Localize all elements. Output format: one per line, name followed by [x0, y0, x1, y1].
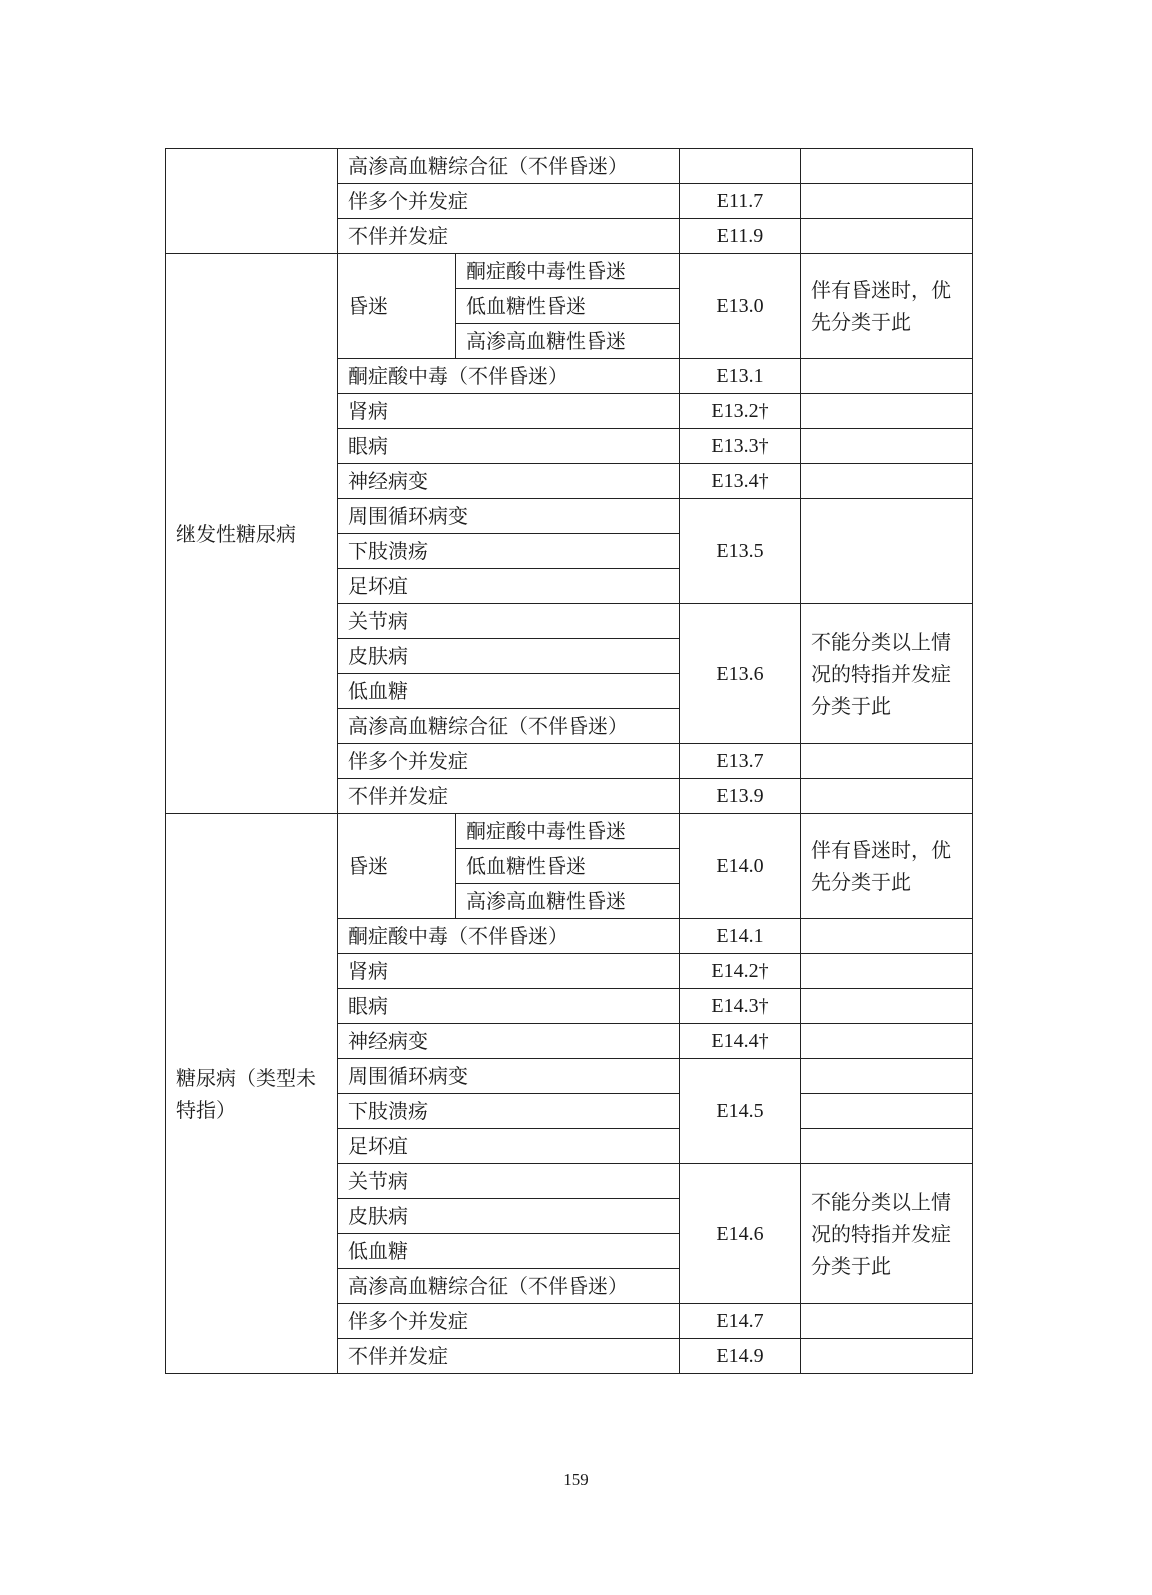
table-row: [166, 254, 973, 289]
item-cell: 足坏疽: [338, 1129, 680, 1164]
code-cell: E13.9: [680, 779, 801, 814]
item-cell: 低血糖: [338, 674, 680, 709]
note-cell: [801, 1304, 973, 1339]
note-cell: [801, 989, 973, 1024]
item-cell: 高渗高血糖综合征（不伴昏迷）: [338, 709, 680, 744]
category-cell: 糖尿病（类型未特指）: [166, 814, 338, 1374]
note-cell: [801, 919, 973, 954]
note-cell: [801, 1129, 973, 1164]
note-cell: [801, 779, 973, 814]
item-cell: 高渗高血糖综合征（不伴昏迷）: [338, 1269, 680, 1304]
item-cell: 眼病: [338, 989, 680, 1024]
item-cell: 皮肤病: [338, 639, 680, 674]
item-cell: 酮症酸中毒（不伴昏迷）: [338, 359, 680, 394]
item-cell: 伴多个并发症: [338, 744, 680, 779]
code-cell: E14.9: [680, 1339, 801, 1374]
note-cell: [801, 954, 973, 989]
classification-table: [165, 148, 973, 1374]
code-cell: E13.4†: [680, 464, 801, 499]
note-cell: [801, 359, 973, 394]
item-cell: 关节病: [338, 1164, 680, 1199]
item-cell: 周围循环病变: [338, 1059, 680, 1094]
note-cell: [801, 1339, 973, 1374]
code-cell: E13.7: [680, 744, 801, 779]
code-cell: E14.1: [680, 919, 801, 954]
item-cell: 下肢溃疡: [338, 1094, 680, 1129]
note-cell: [801, 184, 973, 219]
note-cell: 伴有昏迷时，优先分类于此: [801, 254, 973, 359]
item-cell: 皮肤病: [338, 1199, 680, 1234]
item-cell: 眼病: [338, 429, 680, 464]
code-cell: E14.3†: [680, 989, 801, 1024]
code-cell: E11.9: [680, 219, 801, 254]
code-cell: E13.0: [680, 254, 801, 359]
note-cell: 伴有昏迷时，优先分类于此: [801, 814, 973, 919]
note-cell: 不能分类以上情况的特指并发症分类于此: [801, 1164, 973, 1304]
subcategory-cell: 昏迷: [338, 254, 456, 359]
item-cell: 低血糖性昏迷: [456, 849, 680, 884]
code-cell: E13.2†: [680, 394, 801, 429]
category-cell: 继发性糖尿病: [166, 254, 338, 814]
code-cell: E14.7: [680, 1304, 801, 1339]
item-cell: 肾病: [338, 954, 680, 989]
code-cell: E11.7: [680, 184, 801, 219]
code-cell: E14.0: [680, 814, 801, 919]
item-cell: 神经病变: [338, 1024, 680, 1059]
item-cell: 不伴并发症: [338, 219, 680, 254]
item-cell: 不伴并发症: [338, 1339, 680, 1374]
note-cell: [801, 1024, 973, 1059]
code-cell: E13.3†: [680, 429, 801, 464]
code-cell: E14.2†: [680, 954, 801, 989]
subcategory-cell: 昏迷: [338, 814, 456, 919]
note-cell: [801, 499, 973, 604]
item-cell: 神经病变: [338, 464, 680, 499]
item-cell: 关节病: [338, 604, 680, 639]
note-cell: [801, 1094, 973, 1129]
table-row: [166, 814, 973, 849]
item-cell: 伴多个并发症: [338, 184, 680, 219]
code-cell: E14.6: [680, 1164, 801, 1304]
note-cell: [801, 744, 973, 779]
code-cell: E13.6: [680, 604, 801, 744]
item-cell: 周围循环病变: [338, 499, 680, 534]
note-cell: 不能分类以上情况的特指并发症分类于此: [801, 604, 973, 744]
item-cell: 低血糖性昏迷: [456, 289, 680, 324]
code-cell: E14.4†: [680, 1024, 801, 1059]
item-cell: 肾病: [338, 394, 680, 429]
item-cell: 高渗高血糖性昏迷: [456, 324, 680, 359]
table-row: [166, 149, 973, 184]
page-number: 159: [563, 1470, 589, 1489]
category-cell: [166, 149, 338, 254]
item-cell: 酮症酸中毒性昏迷: [456, 814, 680, 849]
note-cell: [801, 1059, 973, 1094]
item-cell: 伴多个并发症: [338, 1304, 680, 1339]
item-cell: 不伴并发症: [338, 779, 680, 814]
item-cell: 足坏疽: [338, 569, 680, 604]
item-cell: 低血糖: [338, 1234, 680, 1269]
note-cell: [801, 429, 973, 464]
code-cell: E13.5: [680, 499, 801, 604]
code-cell: E13.1: [680, 359, 801, 394]
item-cell: 酮症酸中毒（不伴昏迷）: [338, 919, 680, 954]
item-cell: 高渗高血糖性昏迷: [456, 884, 680, 919]
item-cell: 高渗高血糖综合征（不伴昏迷）: [338, 149, 680, 184]
code-cell: E14.5: [680, 1059, 801, 1164]
note-cell: [801, 149, 973, 184]
note-cell: [801, 464, 973, 499]
note-cell: [801, 394, 973, 429]
item-cell: 酮症酸中毒性昏迷: [456, 254, 680, 289]
code-cell: [680, 149, 801, 184]
note-cell: [801, 219, 973, 254]
item-cell: 下肢溃疡: [338, 534, 680, 569]
